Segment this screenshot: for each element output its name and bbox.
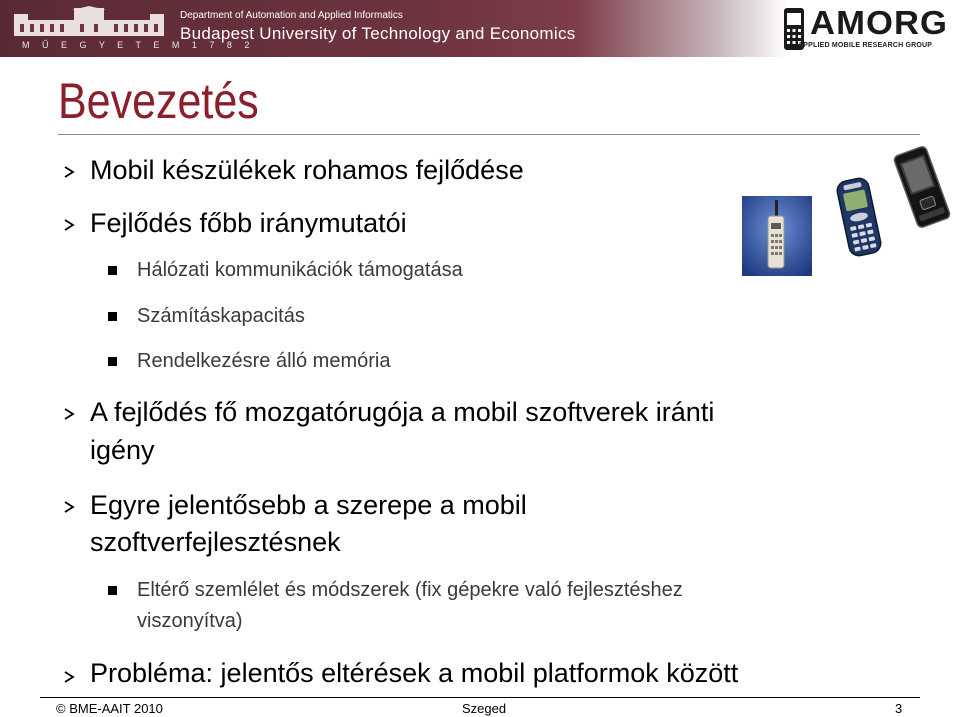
bullet-1: Mobil készülékek rohamos fejlődése xyxy=(90,155,524,185)
footer-divider xyxy=(40,697,920,698)
sub-bullet-2: Számításkapacitás xyxy=(137,305,305,327)
footer-copyright: © BME-AAIT 2010 xyxy=(56,701,163,716)
amorg-subtitle: APPLIED MOBILE RESEARCH GROUP xyxy=(798,42,933,49)
bullet-4-line-2: szoftverfejlesztésnek xyxy=(90,527,341,557)
vintage-phone-image xyxy=(742,196,812,276)
arrow-bullet-icon xyxy=(62,500,76,514)
page-number: 3 xyxy=(895,701,903,716)
square-bullet-icon xyxy=(108,357,117,366)
sub-bullet-4-line-1: Eltérő szemlélet és módszerek (fix gépekre való fejlesztéshez xyxy=(137,579,683,601)
bme-building-logo xyxy=(14,6,164,36)
university-name: Budapest University of Technology and Economics xyxy=(180,24,576,43)
square-bullet-icon xyxy=(108,312,117,321)
header-banner xyxy=(0,0,960,57)
title-divider xyxy=(58,134,920,135)
footer-location: Szeged xyxy=(462,701,507,716)
sub-bullet-3: Rendelkezésre álló memória xyxy=(137,350,391,372)
arrow-bullet-icon xyxy=(62,670,76,684)
amorg-logo-text: AMORG xyxy=(810,4,949,41)
modern-phone-image xyxy=(893,145,951,229)
sub-bullet-4-line-2: viszonyítva) xyxy=(137,610,243,632)
nokia-phone-image xyxy=(833,175,885,259)
arrow-bullet-icon xyxy=(62,165,76,179)
arrow-bullet-icon xyxy=(62,407,76,421)
bullet-3-line-1: A fejlődés fő mozgatórugója a mobil szoftverek iránti xyxy=(90,397,715,427)
bme-subtitle: M Ű E G Y E T E M 1 7 8 2 xyxy=(22,40,255,50)
department-name: Department of Automation and Applied Informatics xyxy=(180,10,403,21)
sub-bullet-1: Hálózati kommunikációk támogatása xyxy=(137,259,463,281)
arrow-bullet-icon xyxy=(62,218,76,232)
square-bullet-icon xyxy=(108,266,117,275)
slide-title: Bevezetés xyxy=(58,73,259,129)
bullet-5: Probléma: jelentős eltérések a mobil platformok között xyxy=(90,658,739,688)
bullet-3-line-2: igény xyxy=(90,435,155,465)
square-bullet-icon xyxy=(108,586,117,595)
bullet-4-line-1: Egyre jelentősebb a szerepe a mobil xyxy=(90,490,527,520)
bullet-2: Fejlődés főbb iránymutatói xyxy=(90,208,407,238)
